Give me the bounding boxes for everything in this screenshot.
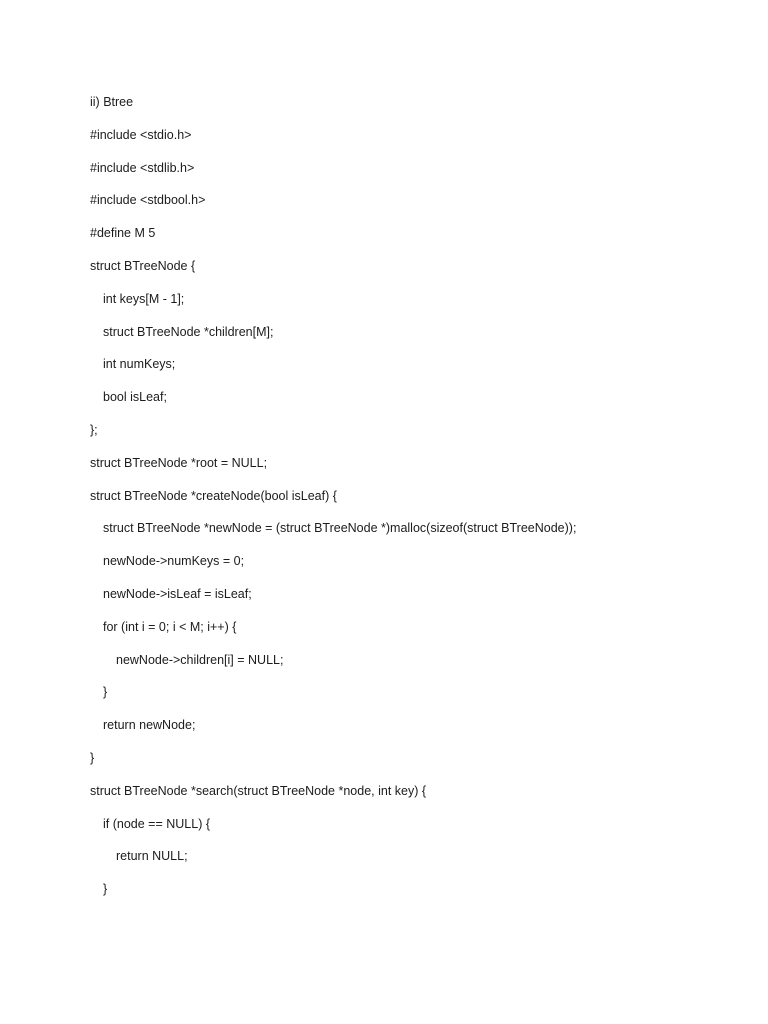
code-line-include-stdio: #include <stdio.h> bbox=[90, 127, 192, 142]
code-line-malloc: struct BTreeNode *newNode = (struct BTreeNode *)malloc(sizeof(struct BTreeNode)); bbox=[103, 521, 577, 536]
code-line-createnode-close: } bbox=[90, 750, 95, 765]
code-line-children-null: newNode->children[i] = NULL; bbox=[116, 652, 284, 667]
code-line-return-newnode: return newNode; bbox=[103, 718, 196, 733]
code-line-include-stdlib: #include <stdlib.h> bbox=[90, 160, 195, 175]
code-line-struct-close: }; bbox=[90, 422, 98, 437]
code-line-isleaf-field: bool isLeaf; bbox=[103, 390, 167, 405]
code-line-search-signature: struct BTreeNode *search(struct BTreeNode *node, int key) { bbox=[90, 783, 427, 798]
code-line-struct-open: struct BTreeNode { bbox=[90, 258, 196, 273]
section-heading: ii) Btree bbox=[90, 95, 134, 109]
code-line-keys-field: int keys[M - 1]; bbox=[103, 291, 185, 306]
code-line-for-loop: for (int i = 0; i < M; i++) { bbox=[103, 619, 237, 634]
code-line-numkeys-field: int numKeys; bbox=[103, 357, 176, 372]
code-line-define-m: #define M 5 bbox=[90, 226, 156, 241]
document-body bbox=[90, 92, 730, 912]
code-line-if-null: if (node == NULL) { bbox=[103, 816, 211, 831]
code-line-children-field: struct BTreeNode *children[M]; bbox=[103, 324, 274, 339]
code-line-for-close: } bbox=[103, 685, 108, 700]
code-line-root-decl: struct BTreeNode *root = NULL; bbox=[90, 455, 268, 470]
code-line-createnode-signature: struct BTreeNode *createNode(bool isLeaf) { bbox=[90, 488, 337, 503]
code-line-return-null: return NULL; bbox=[116, 849, 188, 864]
code-line-include-stdbool: #include <stdbool.h> bbox=[90, 193, 206, 208]
code-line-set-isleaf: newNode->isLeaf = isLeaf; bbox=[103, 586, 252, 601]
code-line-if-close: } bbox=[103, 882, 108, 897]
code-line-set-numkeys: newNode->numKeys = 0; bbox=[103, 554, 245, 569]
